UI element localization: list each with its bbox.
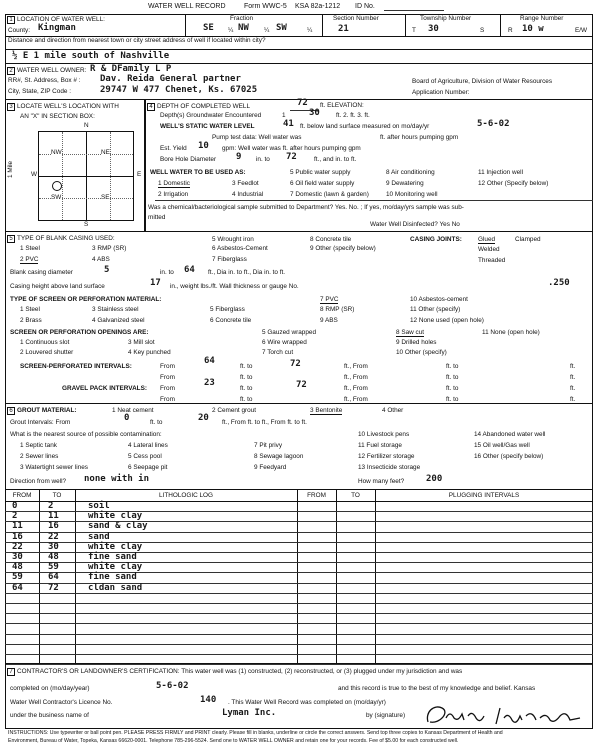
gauge-value[interactable]: .250: [548, 278, 570, 288]
opening-4[interactable]: 4 Key punched: [128, 349, 171, 356]
perf-row2-from-2-label: ft., From: [344, 374, 368, 381]
opening-3[interactable]: 3 Mill slot: [128, 339, 155, 346]
grout-to-value[interactable]: 20: [198, 413, 209, 423]
contam-16[interactable]: 16 Other (specify below): [474, 453, 544, 460]
contam-2[interactable]: 2 Sewer lines: [20, 453, 59, 460]
opening-10[interactable]: 10 Other (specify): [396, 349, 447, 356]
gravel-to-value[interactable]: 72: [296, 380, 307, 390]
use-1[interactable]: 1 Domestic: [158, 180, 190, 187]
perf-row2-to-2-label: ft. to: [446, 374, 459, 381]
opening-8[interactable]: 8 Saw cut: [396, 329, 425, 336]
instructions-line-2: Environment, Bureau of Water, Topeka, Kansas 66620-0001. Telephone 785-296-5524. Send one to WATER WELL OWNER and retain one for your records. Fee of $5.00 for each constructed well.: [8, 738, 459, 744]
screen-9[interactable]: 9 ABS: [320, 317, 338, 324]
township-prefix: T: [412, 27, 416, 34]
casing-type-label: 5 TYPE OF BLANK CASING USED:: [7, 235, 115, 243]
section-4-depth: [145, 100, 593, 232]
casing-height-rest: in., weight lbs./ft. Wall thickness or gauge No.: [170, 283, 299, 290]
log-row-from[interactable]: 16: [12, 531, 23, 542]
log-row-to[interactable]: 2: [48, 501, 54, 511]
contam-13[interactable]: 13 Insecticide storage: [358, 464, 421, 471]
business-label: under the business name of: [10, 712, 89, 719]
yield-value[interactable]: 10: [198, 141, 209, 151]
signature-label: by (signature): [366, 712, 406, 719]
use-8[interactable]: 8 Air conditioning: [386, 169, 435, 176]
groundwater-1-value[interactable]: 30: [309, 108, 320, 118]
casing-9[interactable]: 9 Other (specify below): [310, 245, 376, 252]
contam-3[interactable]: 3 Watertight sewer lines: [20, 464, 88, 471]
contam-7[interactable]: 7 Pit privy: [254, 442, 283, 449]
perf-ft-label: ft.: [570, 363, 576, 370]
use-2[interactable]: 2 Irrigation: [158, 191, 189, 198]
bore-rest: ft., and in. to ft.: [314, 156, 357, 163]
perf-to-label: ft. to: [240, 363, 253, 370]
joint-threaded[interactable]: Threaded: [478, 257, 506, 264]
casing-diameter-value[interactable]: 5: [104, 265, 110, 275]
casing-8[interactable]: 8 Concrete tile: [310, 236, 352, 243]
perf-from-value[interactable]: 64: [204, 356, 215, 366]
casing-5[interactable]: 5 Wrought iron: [212, 236, 254, 243]
quarter-mark-1: ¼: [228, 27, 234, 34]
contam-4[interactable]: 4 Lateral lines: [128, 442, 168, 449]
casing-diameter-in-to: in. to: [160, 269, 174, 276]
use-5[interactable]: 5 Public water supply: [290, 169, 351, 176]
perf-to-2-label: ft. to: [446, 363, 459, 370]
county-value[interactable]: Kingman: [38, 23, 76, 33]
use-label: WELL WATER TO BE USED AS:: [150, 169, 246, 176]
log-header-lithologic: LITHOLOGIC LOG: [159, 492, 213, 499]
yield-label: Est. Yield: [160, 145, 187, 152]
how-many-feet-value[interactable]: 200: [426, 474, 443, 484]
address-label: RR#, St. Address, Box # :: [8, 77, 81, 84]
grout-intervals-label: Grout Intervals: From: [10, 419, 71, 426]
casing-6[interactable]: 6 Asbestos-Cement: [212, 245, 268, 252]
casing-4[interactable]: 4 ABS: [92, 256, 110, 263]
disinfected-question: Water Well Disinfected? Yes No: [370, 221, 460, 228]
owner-value[interactable]: R & DFamily L P: [90, 64, 172, 74]
record-completed-text: . This Water Well Record was completed on (mo/day/yr): [228, 699, 386, 706]
gravel-to-label: ft. to: [240, 385, 253, 392]
city-label: City, State, ZIP Code :: [8, 88, 71, 95]
opening-5[interactable]: 5 Gauzed wrapped: [262, 329, 317, 336]
static-level-label: WELL'S STATIC WATER LEVEL: [160, 123, 255, 130]
casing-diameter-to[interactable]: 64: [184, 265, 195, 275]
gravel-row2-from-2-label: ft., From: [344, 396, 368, 403]
perf-row2-ft-label: ft.: [570, 374, 576, 381]
contamination-label: What is the nearest source of possible contamination:: [10, 431, 162, 438]
grout-to-label: ft. to: [150, 419, 163, 426]
bore-value[interactable]: 9: [236, 152, 242, 162]
section-1-title: 1 LOCATION OF WATER WELL:: [7, 16, 105, 24]
use-9[interactable]: 9 Dewatering: [386, 180, 424, 187]
use-3[interactable]: 3 Feedlot: [232, 180, 259, 187]
depth-label: 4 DEPTH OF COMPLETED WELL: [147, 103, 250, 111]
gravel-ft-label: ft.: [570, 385, 576, 392]
screen-12[interactable]: 12 None used (open hole): [410, 317, 484, 324]
range-suffix: E/W: [575, 27, 588, 34]
grout-3[interactable]: 3 Bentonite: [310, 407, 343, 414]
static-level-value[interactable]: 41: [283, 119, 294, 129]
how-many-feet-label: How many feet?: [358, 478, 405, 485]
township-value[interactable]: 30: [428, 24, 439, 34]
bore-in-to: in. to: [256, 156, 270, 163]
use-11[interactable]: 11 Injection well: [478, 169, 523, 176]
log-row-description[interactable]: fine sand: [88, 572, 137, 583]
section-number-label: Section Number: [333, 15, 379, 22]
contam-9[interactable]: 9 Feedyard: [254, 464, 287, 471]
grid-se: SE: [101, 194, 110, 201]
direction-label: Direction from well?: [10, 478, 67, 485]
gravel-row2-to-label: ft. to: [240, 396, 253, 403]
joint-glued[interactable]: Glued: [478, 236, 496, 243]
depth-value[interactable]: 72: [297, 98, 308, 108]
one-mile-label: 1 Mile: [7, 160, 14, 178]
range-label: Range Number: [520, 15, 564, 22]
ksa-reference: KSA 82a-1212: [295, 3, 341, 10]
form-title: WATER WELL RECORD: [148, 3, 226, 10]
compass-e: E: [137, 171, 142, 178]
screen-type-label: TYPE OF SCREEN OR PERFORATION MATERIAL:: [10, 296, 162, 303]
joint-clamped[interactable]: Clamped: [515, 236, 541, 243]
log-row-to[interactable]: 72: [48, 582, 59, 593]
certification-text: 7 CONTRACTOR'S OR LANDOWNER'S CERTIFICATION: This water well was (1) constructed, (2) reconstructed, or (3) plugged under my jurisdiction and was: [7, 668, 462, 676]
groundwater-1-number: 1: [282, 112, 286, 119]
gravel-from-value[interactable]: 23: [204, 378, 215, 388]
section-number-value[interactable]: 21: [338, 24, 349, 34]
gravel-from-label: From: [160, 385, 175, 392]
screen-11[interactable]: 11 Other (specify): [410, 306, 461, 313]
joint-welded[interactable]: Welded: [478, 246, 500, 253]
use-4[interactable]: 4 Industrial: [232, 191, 264, 198]
casing-2[interactable]: 2 PVC: [20, 256, 39, 263]
township-label: Township Number: [420, 15, 472, 22]
log-row-to[interactable]: 16: [48, 521, 59, 532]
direction-value[interactable]: none with in: [84, 474, 150, 484]
grout-2[interactable]: 2 Cement grout: [212, 407, 257, 414]
log-row-from[interactable]: 22: [12, 541, 23, 552]
table-row-divider: [5, 623, 593, 624]
compass-n: N: [84, 122, 89, 129]
true-record-text: and this record is true to the best of my knowledge and belief. Kansas: [338, 685, 536, 692]
opening-6[interactable]: 6 Wire wrapped: [262, 339, 307, 346]
screen-2[interactable]: 2 Brass: [20, 317, 42, 324]
table-row-divider: [5, 654, 593, 655]
static-level-date[interactable]: 5-6-02: [477, 119, 510, 129]
range-value[interactable]: 10 w: [522, 24, 544, 34]
opening-7[interactable]: 7 Torch cut: [262, 349, 294, 356]
opening-1[interactable]: 1 Continuous slot: [20, 339, 70, 346]
quarter-3[interactable]: SW: [276, 23, 287, 33]
log-row-description[interactable]: sand & clay: [88, 521, 148, 532]
contam-10[interactable]: 10 Livestock pens: [358, 431, 410, 438]
use-7[interactable]: 7 Domestic (lawn & garden): [290, 191, 369, 198]
use-12[interactable]: 12 Other (Specify below): [478, 180, 549, 187]
log-row-to[interactable]: 59: [48, 562, 59, 573]
business-value[interactable]: Lyman Inc.: [222, 708, 277, 718]
distance-label: Distance and direction from nearest town or city street address of well if located within city?: [8, 37, 266, 44]
section-3-subtitle: AN "X" IN SECTION BOX:: [20, 113, 95, 120]
openings-label: SCREEN OR PERFORATION OPENINGS ARE:: [10, 329, 149, 336]
log-row-from[interactable]: 30: [12, 552, 23, 562]
bore-to-value[interactable]: 72: [286, 152, 297, 162]
chemical-sample-question: Was a chemical/bacteriological sample submitted to Department? Yes. No. ; If yes, mo/day/yrs sample was sub-: [148, 204, 464, 211]
contam-11[interactable]: 11 Fuel storage: [358, 442, 402, 449]
bore-label: Bore Hole Diameter: [160, 156, 217, 163]
compass-s: S: [84, 221, 89, 228]
screen-8[interactable]: 8 RMP (SR): [320, 306, 355, 313]
casing-diameter-rest: ft., Dia in. to ft., Dia in. to ft.: [208, 269, 286, 276]
gravel-row2-ft-label: ft.: [570, 396, 576, 403]
township-suffix: S: [480, 27, 485, 34]
form-number: Form WWC-5: [244, 3, 287, 10]
casing-height-label: Casing height above land surface: [10, 283, 105, 290]
casing-joints-label: CASING JOINTS:: [410, 236, 462, 243]
plug-header-intervals: PLUGGING INTERVALS: [448, 492, 520, 499]
license-label: Water Well Contractor's Licence No.: [10, 699, 113, 706]
application-number-label: Application Number:: [412, 89, 470, 96]
completed-on-label: completed on (mo/day/year): [10, 685, 90, 692]
opening-11[interactable]: 11 None (open hole): [482, 329, 540, 336]
perf-row2-from-label: From: [160, 374, 175, 381]
log-row-from[interactable]: 59: [12, 572, 23, 583]
perf-from-2-label: ft., From: [344, 363, 368, 370]
groundwater-rest: ft. 2. ft. 3. ft.: [336, 112, 370, 119]
quarter-2[interactable]: NW: [238, 23, 249, 33]
log-row-to[interactable]: 48: [48, 552, 59, 562]
table-row-divider: [5, 613, 593, 614]
instructions-line-1: INSTRUCTIONS: Use typewriter or ball point pen. PLEASE PRESS FIRMLY and PRINT clearly. Please fill in blanks, underline or circle the correct answers. Send top three copies to Kansas Department of Health and: [8, 730, 503, 736]
log-row-description[interactable]: sand: [88, 531, 110, 542]
contam-14[interactable]: 14 Abandoned water well: [474, 431, 546, 438]
screen-10[interactable]: 10 Asbestos-cement: [410, 296, 468, 303]
casing-3[interactable]: 3 RMP (SR): [92, 245, 127, 252]
log-row-from[interactable]: 48: [12, 562, 23, 573]
log-row-description[interactable]: fine sand: [88, 552, 137, 562]
submitted-text: mitted: [148, 214, 166, 221]
groundwater-label: Depth(s) Groundwater Encountered: [160, 112, 262, 119]
opening-9[interactable]: 9 Drilled holes: [396, 339, 437, 346]
section-grid[interactable]: [38, 131, 134, 221]
perf-to-value[interactable]: 72: [290, 359, 301, 369]
quarter-mark-3: ¼: [307, 27, 313, 34]
casing-7[interactable]: 7 Fiberglass: [212, 256, 247, 263]
static-level-rest: ft. below land surface measured on mo/day/yr: [300, 123, 430, 130]
gravel-pack-label: GRAVEL PACK INTERVALS:: [62, 385, 147, 392]
gravel-from-2-label: ft., From: [344, 385, 368, 392]
grid-sw: SW: [51, 194, 62, 201]
elevation-label: ft. ELEVATION:: [320, 102, 364, 109]
log-row-description[interactable]: white clay: [88, 541, 143, 552]
contam-5[interactable]: 5 Cess pool: [128, 453, 162, 460]
board-text: Board of Agriculture, Division of Water Resources: [412, 78, 553, 85]
screen-1[interactable]: 1 Steel: [20, 306, 40, 313]
opening-2[interactable]: 2 Louvered shutter: [20, 349, 74, 356]
log-row-from[interactable]: 11: [12, 521, 23, 532]
log-row-description[interactable]: white clay: [88, 511, 143, 522]
contam-8[interactable]: 8 Sewage lagoon: [254, 453, 304, 460]
screen-3[interactable]: 3 Stainless steel: [92, 306, 139, 313]
use-6[interactable]: 6 Oil field water supply: [290, 180, 355, 187]
perforated-intervals-label: SCREEN-PERFORATED INTERVALS:: [20, 363, 132, 370]
log-row-description[interactable]: cldan sand: [88, 582, 143, 593]
log-row-to[interactable]: 64: [48, 572, 59, 583]
log-row-to[interactable]: 11: [48, 511, 59, 522]
quarter-mark-2: ¼: [264, 27, 270, 34]
range-prefix: R: [508, 27, 513, 34]
id-label: ID No.: [355, 3, 375, 10]
grid-ne: NE: [101, 149, 110, 156]
section-3-title: 3 LOCATE WELL'S LOCATION WITH: [7, 103, 119, 111]
screen-7[interactable]: 7 PVC: [320, 296, 339, 303]
casing-diameter-label: Blank casing diameter: [10, 269, 73, 276]
use-10[interactable]: 10 Monitoring well: [386, 191, 438, 198]
log-row-from[interactable]: 0: [12, 501, 18, 511]
compass-w: W: [31, 171, 38, 178]
contam-1[interactable]: 1 Septic tank: [20, 442, 57, 449]
county-label: County:: [8, 27, 31, 34]
grout-material-label: 6 GROUT MATERIAL:: [7, 407, 77, 415]
address-value[interactable]: Dav. Reida General partner: [100, 74, 241, 84]
signature-image: [420, 700, 590, 728]
owner-label: 2 WATER WELL OWNER:: [7, 67, 86, 75]
contam-12[interactable]: 12 Fertilizer storage: [358, 453, 415, 460]
gravel-row2-to-2-label: ft. to: [446, 396, 459, 403]
screen-4[interactable]: 4 Galvanized steel: [92, 317, 145, 324]
perf-row2-to-label: ft. to: [240, 374, 253, 381]
fraction-label: Fraction: [230, 15, 254, 22]
screen-6[interactable]: 6 Concrete tile: [210, 317, 252, 324]
log-row-to[interactable]: 30: [48, 541, 59, 552]
perf-from-label: From: [160, 363, 175, 370]
gravel-to-2-label: ft. to: [446, 385, 459, 392]
contam-6[interactable]: 6 Seepage pit: [128, 464, 168, 471]
log-header-to: TO: [52, 492, 62, 499]
gravel-row2-from-label: From: [160, 396, 175, 403]
table-row-divider: [5, 644, 593, 645]
casing-height-value[interactable]: 17: [150, 278, 161, 288]
completed-date[interactable]: 5-6-02: [156, 681, 189, 691]
distance-value[interactable]: ½ E 1 mile south of Nashville: [12, 51, 170, 61]
grid-nw: NW: [51, 149, 62, 156]
grout-1[interactable]: 1 Neat cement: [112, 407, 154, 414]
log-row-from[interactable]: 64: [12, 582, 23, 593]
table-row-divider: [5, 593, 593, 594]
plug-header-to: TO: [351, 492, 360, 499]
plug-header-from: FROM: [307, 492, 326, 499]
grout-from-value[interactable]: 0: [124, 413, 130, 423]
city-value[interactable]: 29747 W 477 Chenet, Ks. 67025: [100, 85, 258, 95]
grout-4[interactable]: 4 Other: [382, 407, 404, 414]
log-row-to[interactable]: 22: [48, 531, 59, 542]
log-row-description[interactable]: soil: [88, 501, 110, 511]
screen-5[interactable]: 5 Fiberglass: [210, 306, 245, 313]
casing-1[interactable]: 1 Steel: [20, 245, 40, 252]
log-header-from: FROM: [12, 492, 32, 499]
log-row-from[interactable]: 2: [12, 511, 18, 522]
license-value[interactable]: 140: [200, 695, 217, 705]
quarter-1[interactable]: SE: [203, 23, 214, 33]
table-row-divider: [5, 634, 593, 635]
table-row-divider: [5, 603, 593, 604]
grout-rest: ft., From ft. to ft., From ft. to ft.: [222, 419, 307, 426]
log-row-description[interactable]: white clay: [88, 562, 143, 573]
well-location-mark: [52, 181, 62, 191]
pump-test-label: Pump test data: Well water was: [212, 134, 302, 141]
pump-test-rest: ft. after hours pumping gpm: [380, 134, 459, 141]
yield-rest: gpm: Well water was ft. after hours pumping gpm: [222, 145, 361, 152]
contam-15[interactable]: 15 Oil well/Gas well: [474, 442, 530, 449]
